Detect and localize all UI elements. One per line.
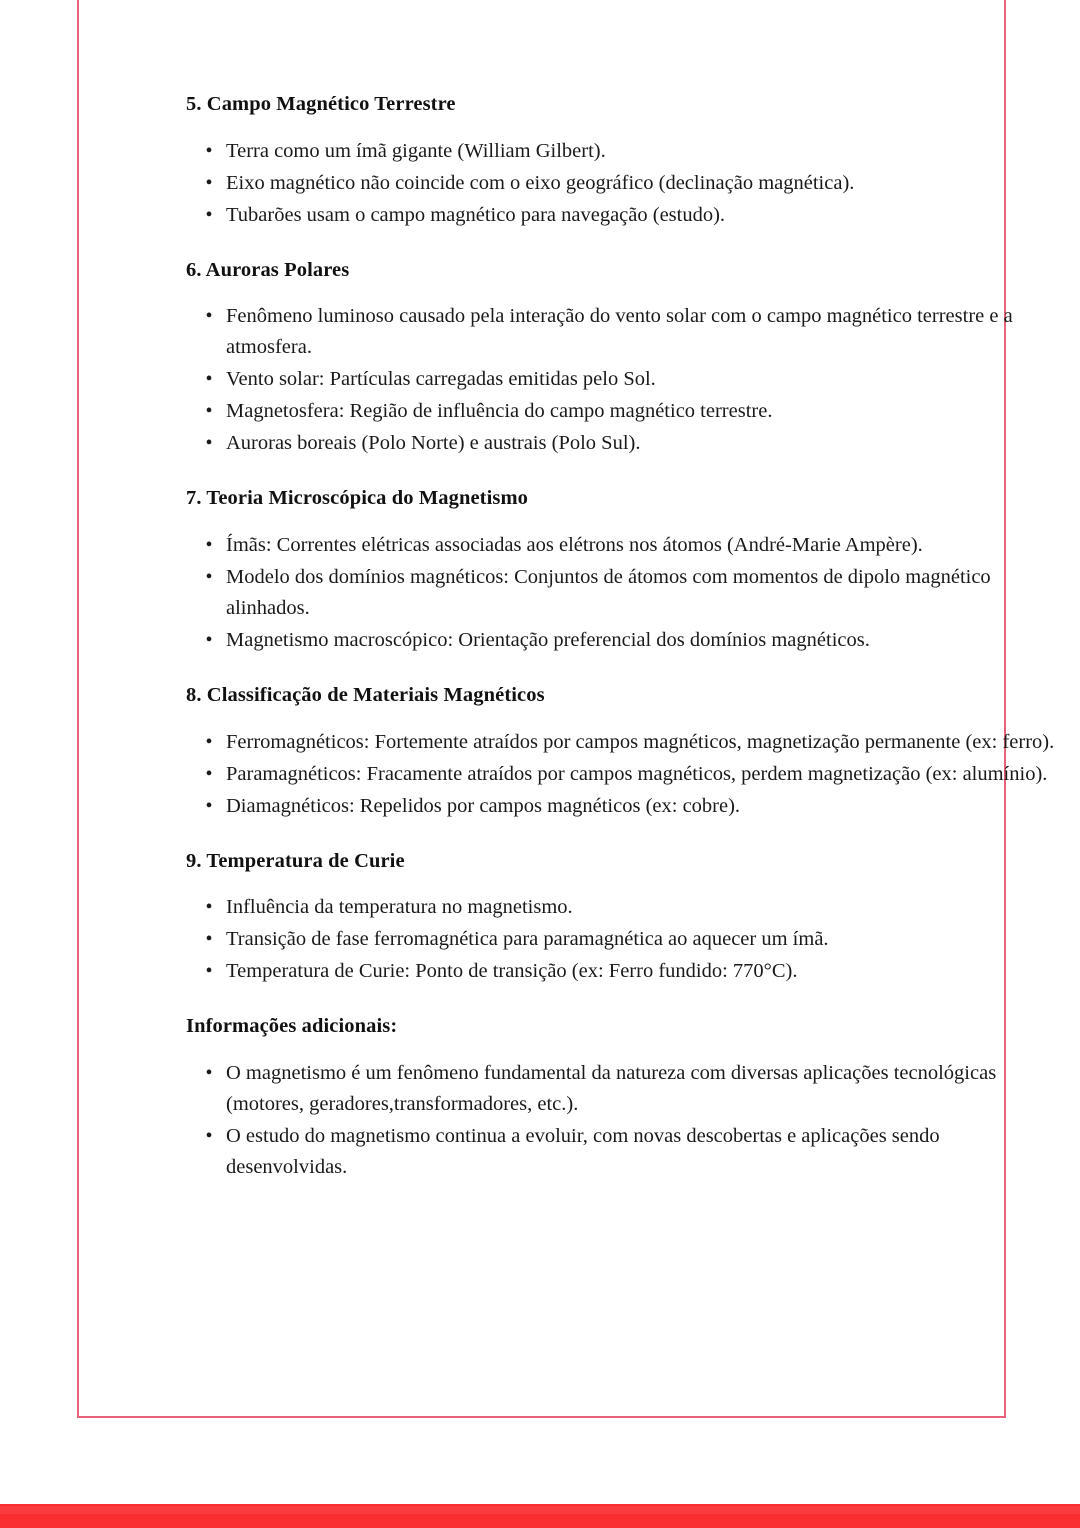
list-item-text: Modelo dos domínios magnéticos: Conjuntos de átomos com momentos de dipolo magnético alinhados.	[226, 565, 991, 619]
list-item-text: O magnetismo é um fenômeno fundamental da natureza com diversas aplicações tecnológicas (motores, geradores,transformadores, etc.).	[226, 1061, 997, 1115]
list-item-text: Magnetismo macroscópico: Orientação preferencial dos domínios magnéticos.	[226, 628, 870, 651]
list-item	[186, 759, 1056, 790]
list-item-text: Auroras boreais (Polo Norte) e austrais (Polo Sul).	[226, 432, 641, 455]
list-item	[186, 1058, 1056, 1120]
list-item-text: Diamagnéticos: Repelidos por campos magnéticos (ex: cobre).	[226, 794, 741, 817]
list-item-text: Ímãs: Correntes elétricas associadas aos elétrons nos átomos (André-Marie Ampère).	[226, 533, 923, 556]
bullet-icon: •	[205, 1061, 213, 1084]
document-section	[186, 1014, 1056, 1183]
footer-accent-band-highlight	[0, 1506, 1080, 1514]
list-item	[186, 625, 1056, 656]
list-item	[186, 562, 1056, 624]
list-item	[186, 136, 1056, 167]
section-heading: 8. Classificação de Materiais Magnéticos	[186, 683, 545, 706]
list-item	[186, 1121, 1056, 1183]
list-item	[186, 892, 1056, 923]
document-section	[186, 849, 1056, 988]
list-item	[186, 428, 1056, 459]
list-item	[186, 530, 1056, 561]
bullet-icon: •	[205, 896, 213, 919]
list-item	[186, 168, 1056, 199]
bullet-icon: •	[205, 960, 213, 983]
section-heading: 6. Auroras Polares	[186, 258, 350, 281]
list-item	[186, 200, 1056, 231]
list-item	[186, 924, 1056, 955]
bullet-icon: •	[205, 794, 213, 817]
section-bullet-list	[186, 136, 1056, 231]
section-bullet-list	[186, 727, 1056, 822]
section-heading: 5. Campo Magnético Terrestre	[186, 93, 456, 115]
bullet-icon: •	[205, 171, 213, 194]
list-item	[186, 791, 1056, 822]
bullet-icon: •	[205, 762, 213, 785]
bullet-icon: •	[205, 1124, 213, 1147]
section-heading: 7. Teoria Microscópica do Magnetismo	[186, 487, 529, 510]
bullet-icon: •	[205, 928, 213, 951]
document-section	[186, 258, 1056, 460]
list-item-text: Eixo magnético não coincide com o eixo geográfico (declinação magnética).	[226, 171, 855, 194]
list-item-text: Transição de fase ferromagnética para paramagnética ao aquecer um ímã.	[226, 928, 829, 951]
list-item	[186, 396, 1056, 427]
list-item-text: Ferromagnéticos: Fortemente atraídos por campos magnéticos, magnetização permanente (ex: ferro).	[226, 730, 1055, 753]
section-bullet-list	[186, 530, 1056, 656]
list-item-text: Terra como um ímã gigante (William Gilbert).	[226, 139, 606, 162]
bullet-icon: •	[205, 565, 213, 588]
bullet-icon: •	[205, 533, 213, 556]
bullet-icon: •	[205, 203, 213, 226]
document-content	[186, 92, 1056, 1184]
bullet-icon: •	[205, 139, 213, 162]
document-section	[186, 683, 1056, 822]
section-bullet-list	[186, 1058, 1056, 1183]
list-item-text: Temperatura de Curie: Ponto de transição (ex: Ferro fundido: 770°C).	[226, 960, 798, 983]
bullet-icon: •	[205, 432, 213, 455]
list-item-text: Magnetosfera: Região de influência do campo magnético terrestre.	[226, 400, 773, 423]
bullet-icon: •	[205, 400, 213, 423]
footer-accent-band	[0, 1504, 1080, 1528]
section-bullet-list	[186, 301, 1056, 459]
list-item-text: O estudo do magnetismo continua a evoluir, com novas descobertas e aplicações sendo desenvolvidas.	[226, 1124, 940, 1178]
section-heading: Informações adicionais:	[186, 1015, 398, 1038]
list-item-text: Fenômeno luminoso causado pela interação do vento solar com o campo magnético terrestre e a atmosfera.	[226, 305, 1013, 359]
list-item-text: Vento solar: Partículas carregadas emitidas pelo Sol.	[226, 368, 656, 391]
section-heading: 9. Temperatura de Curie	[186, 849, 405, 872]
bullet-icon: •	[205, 730, 213, 753]
bullet-icon: •	[205, 628, 213, 651]
list-item-text: Tubarões usam o campo magnético para navegação (estudo).	[226, 203, 726, 226]
list-item	[186, 301, 1056, 363]
list-item-text: Paramagnéticos: Fracamente atraídos por campos magnéticos, perdem magnetização (ex: alumínio).	[226, 762, 1048, 785]
list-item	[186, 956, 1056, 987]
bullet-icon: •	[205, 368, 213, 391]
list-item	[186, 364, 1056, 395]
bullet-icon: •	[205, 305, 213, 328]
document-section	[186, 92, 1056, 231]
list-item-text: Influência da temperatura no magnetismo.	[226, 896, 573, 919]
section-bullet-list	[186, 892, 1056, 987]
document-section	[186, 486, 1056, 656]
list-item	[186, 727, 1056, 758]
page-frame	[77, 0, 1055, 1418]
